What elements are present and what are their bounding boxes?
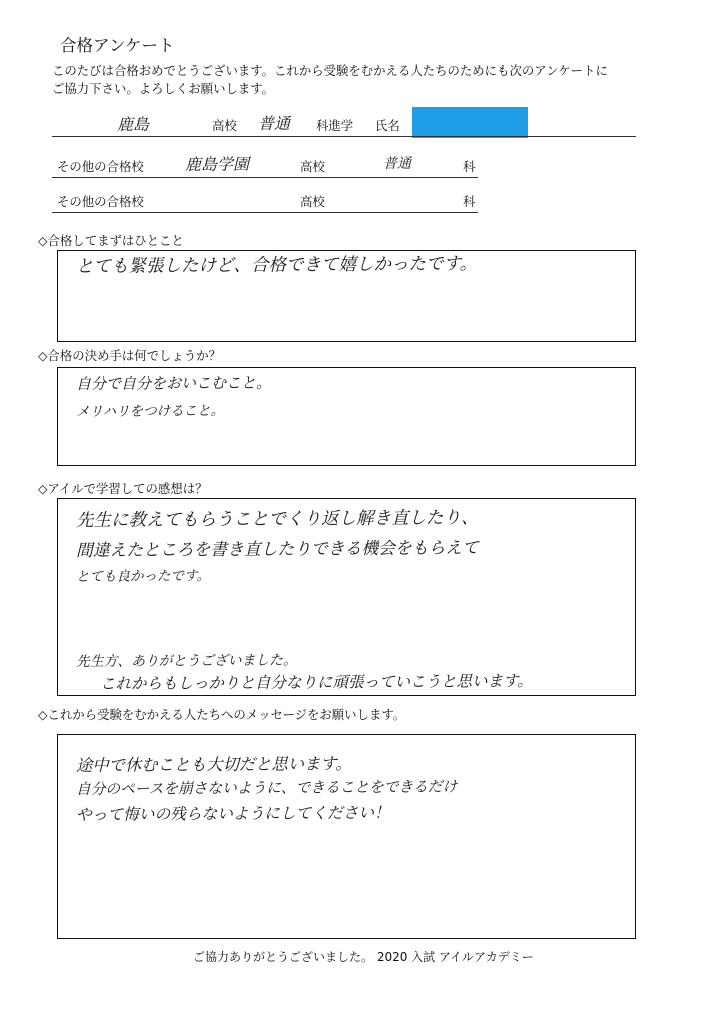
other-school-label: その他の合格校 [57,194,144,209]
other-school-name-handwritten: 鹿島学園 [184,154,250,174]
answer-line: 自分で自分をおいこむこと。 [75,373,272,393]
other-school-suffix-label: 高校 [300,194,325,209]
answer-line: 先生に教えてもらうことでくり返し解き直したり、 [75,508,479,531]
answer-line: とても良かったです。 [75,568,210,585]
footer-text: ご協力ありがとうございました。 2020 入試 アイルアカデミー [193,950,534,964]
main-row-underline [52,136,636,137]
answer-line: とても緊張したけど、合格できて嬉しかったです。 [75,254,478,277]
answer-line: 途中で休むことも大切だと思います。 [75,754,352,775]
answer-line: やって悔いの残らないようにしてください！ [75,802,390,824]
other-school-label: その他の合格校 [57,159,144,174]
school-suffix-label: 高校 [212,118,237,133]
question-deciding-factor: ◇合格の決め手は何でしょうか？ [38,348,221,363]
other-course-name-handwritten: 普通 [382,155,412,172]
answer-line: メリハリをつけること。 [75,402,225,420]
other-school-suffix-label: 高校 [300,159,325,174]
question-first-impression: ◇合格してまずはひとこと [38,233,184,248]
answer-line: これからもしっかりと自分なりに頑張っていこうと思います。 [99,671,533,693]
other-course-suffix-label: 科 [463,194,476,209]
other-school-underline [52,212,478,213]
course-suffix-label: 科進学 [316,118,354,133]
name-redaction-box [412,107,528,138]
other-course-suffix-label: 科 [463,159,476,174]
course-name-handwritten: 普通 [257,113,291,133]
question-message: ◇これから受験をむかえる人たちへのメッセージをお願いします。 [38,707,406,722]
question-impressions: ◇アイルで学習しての感想は？ [38,481,208,496]
answer-line: 自分のペースを崩さないように、できることをできるだけ [75,778,458,798]
other-school-underline [52,177,478,178]
page-title: 合格アンケート [60,36,175,55]
school-name-handwritten: 鹿島 [116,114,150,134]
answer-line: 間違えたところを書き直したりできる機会をもらえて [75,537,479,560]
answer-line: 先生方、ありがとうございました。 [75,652,297,670]
name-label: 氏名 [375,118,400,133]
intro-line: このたびは合格おめでとうございます。これから受験をむかえる人たちのためにも次のアンケートに [52,63,608,78]
intro-line: ご協力下さい。よろしくお願いします。 [52,81,275,96]
